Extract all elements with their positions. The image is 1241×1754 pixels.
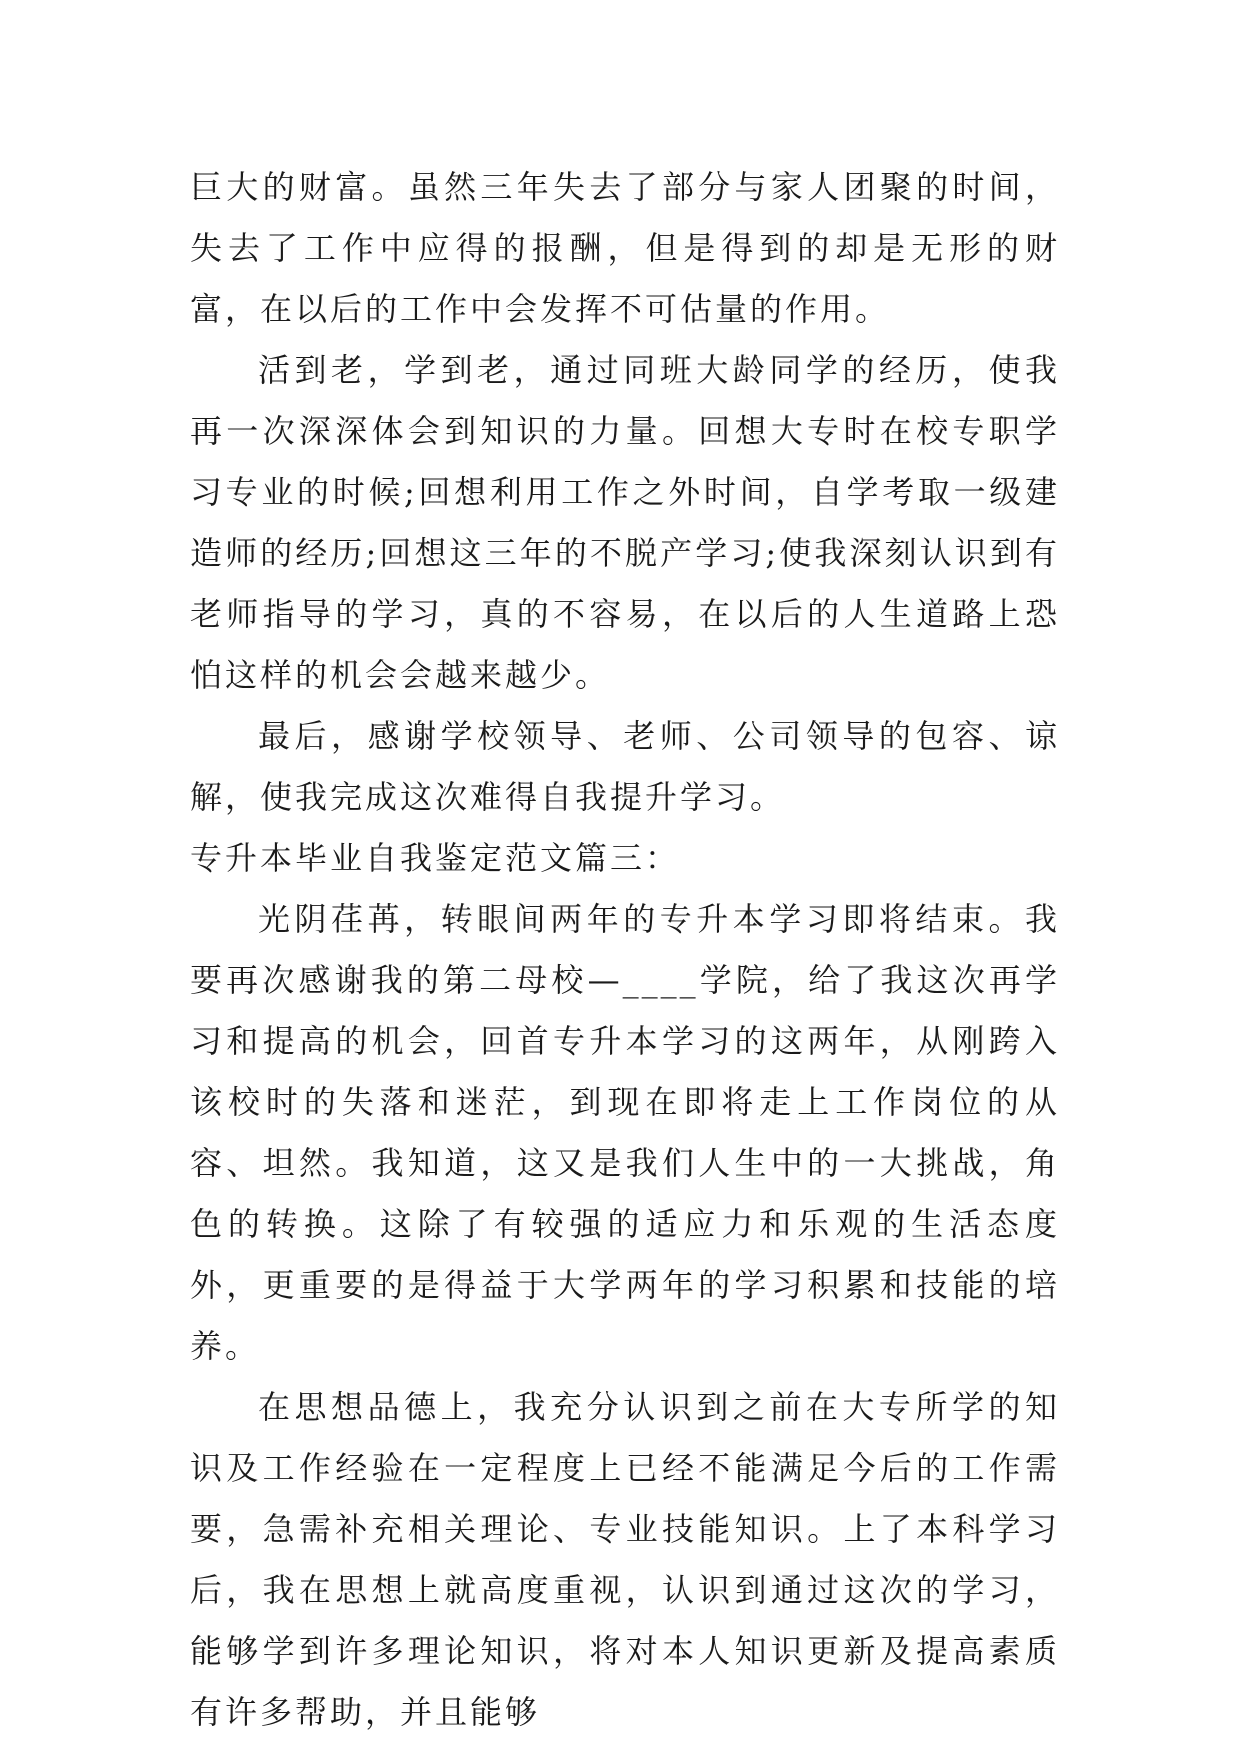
paragraph-ideology: 在思想品德上，我充分认识到之前在大专所学的知识及工作经验在一定程度上已经不能满足今后的工作需要，急需补充相关理论、专业技能知识。上了本科学习后，我在思想上就高度重视，认识到通过这次的学习，能够学到许多理论知识，将对本人知识更新及提高素质有许多帮助，并且能够 — [190, 1388, 1060, 1731]
section-heading: 专升本毕业自我鉴定范文篇三： — [190, 839, 681, 877]
paragraph-continuation: 巨大的财富。虽然三年失去了部分与家人团聚的时间，失去了工作中应得的报酬，但是得到的却是无形的财富，在以后的工作中会发挥不可估量的作用。 — [190, 168, 1060, 328]
paragraph-lifelong-learning: 活到老，学到老，通过同班大龄同学的经历，使我再一次深深体会到知识的力量。回想大专时在校专职学习专业的时候;回想利用工作之外时间，自学考取一级建造师的经历;回想这三年的不脱产学习;使我深刻认识到有老师指导的学习，真的不容易，在以后的人生道路上恐怕这样的机会会越来越少。 — [190, 351, 1060, 694]
paragraph-thanks: 最后，感谢学校领导、老师、公司领导的包容、谅解，使我完成这次难得自我提升学习。 — [190, 717, 1060, 816]
document-body — [190, 157, 1060, 1743]
paragraph-intro: 光阴荏苒，转眼间两年的专升本学习即将结束。我要再次感谢我的第二母校—____学院，给了我这次再学习和提高的机会，回首专升本学习的这两年，从刚跨入该校时的失落和迷茫，到现在即将走上工作岗位的从容、坦然。我知道，这又是我们人生中的一大挑战，角色的转换。这除了有较强的适应力和乐观的生活态度外，更重要的是得益于大学两年的学习积累和技能的培养。 — [190, 900, 1060, 1365]
